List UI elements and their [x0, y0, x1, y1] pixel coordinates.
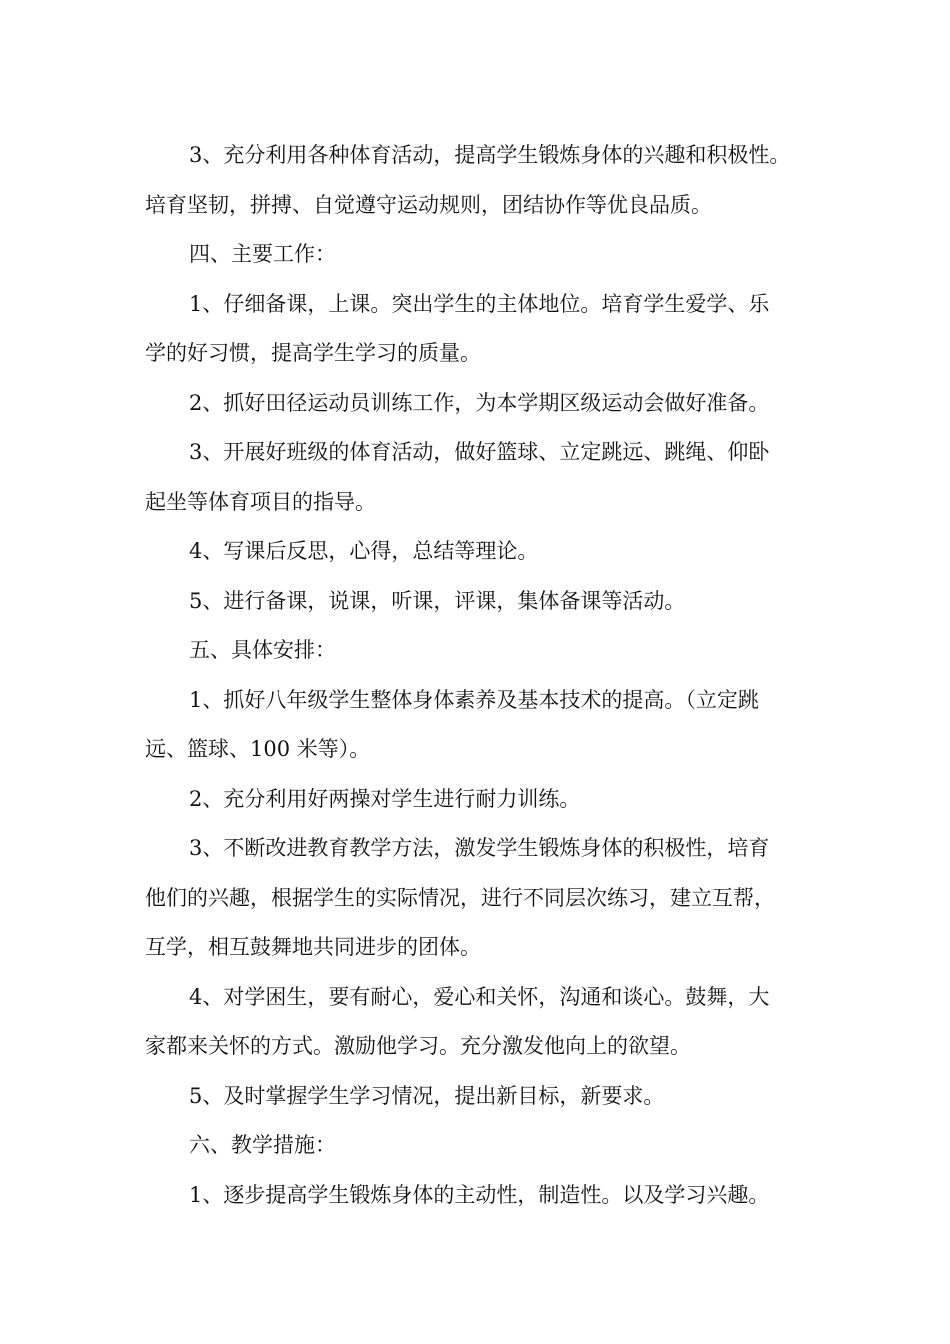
text-line: 3、不断改进教育教学方法，激发学生锻炼身体的积极性，培育	[189, 836, 770, 860]
text-line: 学的好习惯，提高学生学习的质量。	[145, 341, 481, 365]
text-line: 2、抓好田径运动员训练工作，为本学期区级运动会做好准备。	[189, 390, 770, 415]
text-line: 1、逐步提高学生锻炼身体的主动性，制造性。以及学习兴趣。	[189, 1182, 770, 1207]
text-line: 远、篮球、100 米等）。	[145, 737, 371, 761]
text-line: 培育坚韧，拼搏、自觉遵守运动规则，团结协作等优良品质。	[145, 192, 712, 217]
section-heading: 五、具体安排：	[189, 638, 336, 662]
text-line: 起坐等体育项目的指导。	[145, 489, 376, 514]
section-heading: 六、教学措施：	[189, 1133, 336, 1157]
text-line: 5、进行备课，说课，听课，评课，集体备课等活动。	[189, 588, 686, 613]
text-line: 他们的兴趣，根据学生的实际情况，进行不同层次练习，建立互帮，	[145, 885, 775, 910]
text-line: 5、及时掌握学生学习情况，提出新目标，新要求。	[189, 1083, 665, 1108]
text-line: 3、充分利用各种体育活动，提高学生锻炼身体的兴趣和积极性。	[189, 143, 791, 167]
text-line: 互学，相互鼓舞地共同进步的团体。	[145, 935, 481, 959]
document-body	[145, 131, 835, 1220]
text-line: 4、写课后反思，心得，总结等理论。	[189, 539, 539, 563]
text-line: 3、开展好班级的体育活动，做好篮球、立定跳远、跳绳、仰卧	[189, 440, 770, 464]
text-line: 1、仔细备课，上课。突出学生的主体地位。培育学生爱学、乐	[189, 291, 770, 316]
text-line: 1、抓好八年级学生整体身体素养及基本技术的提高。（立定跳	[189, 687, 759, 712]
text-line: 4、对学困生，要有耐心，爱心和关怀，沟通和谈心。鼓舞，大	[189, 984, 770, 1009]
text-line: 2、充分利用好两操对学生进行耐力训练。	[189, 786, 581, 811]
section-heading: 四、主要工作：	[189, 242, 336, 266]
text-line: 家都来关怀的方式。激励他学习。充分激发他向上的欲望。	[145, 1034, 691, 1058]
